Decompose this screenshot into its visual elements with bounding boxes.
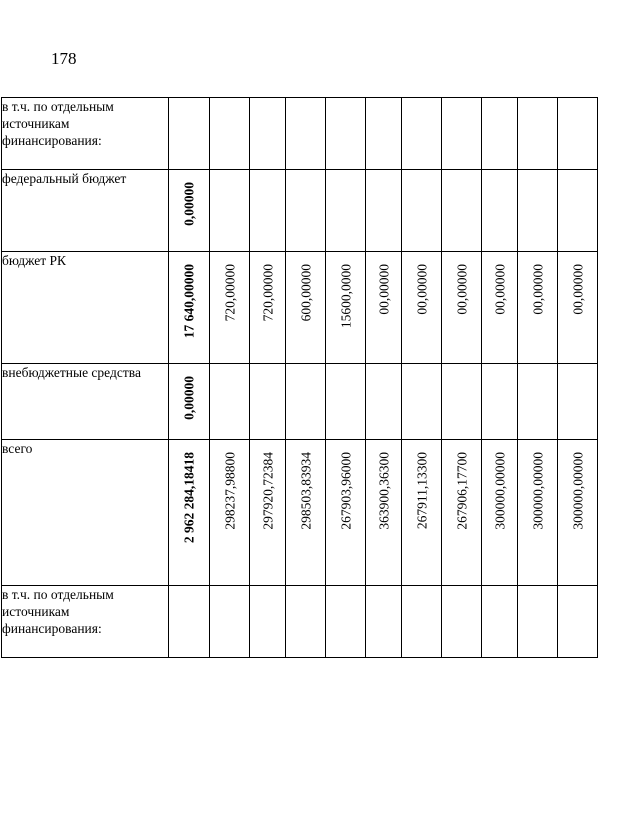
year-cell xyxy=(366,364,402,440)
page-number: 178 xyxy=(51,49,77,68)
year-value: 00,00000 xyxy=(569,264,585,315)
year-value: 00,00000 xyxy=(529,264,545,315)
year-value: 300000,00000 xyxy=(529,452,545,530)
year-cell xyxy=(250,170,286,252)
year-value: 300000,00000 xyxy=(569,452,585,530)
year-cell xyxy=(482,440,518,586)
year-cell xyxy=(326,98,366,170)
year-cell xyxy=(250,586,286,658)
row-label: всего xyxy=(2,440,169,586)
year-cell xyxy=(518,364,558,440)
year-cell xyxy=(482,364,518,440)
year-cell xyxy=(442,586,482,658)
row-label: федеральный бюджет xyxy=(2,170,169,252)
year-cell xyxy=(558,364,598,440)
year-cell xyxy=(402,364,442,440)
year-value: 363900,36300 xyxy=(375,452,391,530)
year-cell xyxy=(366,586,402,658)
year-cell xyxy=(286,364,326,440)
year-cell xyxy=(326,364,366,440)
year-cell xyxy=(366,170,402,252)
year-value: 267906,17700 xyxy=(453,452,469,530)
year-cell xyxy=(518,170,558,252)
year-cell xyxy=(366,440,402,586)
year-cell xyxy=(366,252,402,364)
year-cell xyxy=(402,170,442,252)
year-cell xyxy=(482,586,518,658)
year-cell xyxy=(402,252,442,364)
year-cell xyxy=(366,98,402,170)
row-label: бюджет РК xyxy=(2,252,169,364)
row-federal-budget xyxy=(2,170,598,252)
total-value: 0,00000 xyxy=(181,182,197,226)
year-value: 600,00000 xyxy=(297,264,313,322)
total-cell xyxy=(169,364,210,440)
year-cell xyxy=(558,98,598,170)
year-cell xyxy=(518,440,558,586)
year-cell xyxy=(250,252,286,364)
year-cell xyxy=(482,170,518,252)
row-rk-budget xyxy=(2,252,598,364)
year-cell xyxy=(402,98,442,170)
year-cell xyxy=(402,586,442,658)
year-cell xyxy=(286,586,326,658)
year-cell xyxy=(442,364,482,440)
total-value: 2 962 284,18418 xyxy=(181,452,197,544)
row-label: в т.ч. по отдельным источникам финансирования: xyxy=(2,586,169,658)
total-cell xyxy=(169,170,210,252)
year-value: 300000,00000 xyxy=(491,452,507,530)
year-cell xyxy=(286,440,326,586)
year-value: 298237,98800 xyxy=(221,452,237,530)
year-cell xyxy=(326,252,366,364)
year-cell xyxy=(442,170,482,252)
year-value: 297920,72384 xyxy=(259,452,275,530)
year-cell xyxy=(402,440,442,586)
year-value: 15600,0000 xyxy=(337,264,353,329)
year-cell xyxy=(250,364,286,440)
year-cell xyxy=(286,98,326,170)
year-cell xyxy=(442,252,482,364)
year-cell xyxy=(210,364,250,440)
total-cell xyxy=(169,440,210,586)
year-cell xyxy=(326,170,366,252)
year-cell xyxy=(210,440,250,586)
year-value: 00,00000 xyxy=(491,264,507,315)
row-total xyxy=(2,440,598,586)
year-cell xyxy=(518,252,558,364)
row-label: внебюджетные средства xyxy=(2,364,169,440)
year-cell xyxy=(326,440,366,586)
year-cell xyxy=(558,440,598,586)
year-value: 00,00000 xyxy=(375,264,391,315)
year-cell xyxy=(286,170,326,252)
year-cell xyxy=(442,98,482,170)
year-cell xyxy=(518,586,558,658)
year-cell xyxy=(210,170,250,252)
year-cell xyxy=(286,252,326,364)
year-value: 720,00000 xyxy=(221,264,237,322)
total-value: 0,00000 xyxy=(181,376,197,420)
year-cell xyxy=(326,586,366,658)
year-cell xyxy=(250,440,286,586)
year-cell xyxy=(558,170,598,252)
year-cell xyxy=(482,98,518,170)
total-cell xyxy=(169,586,210,658)
year-value: 267911,13300 xyxy=(413,452,429,530)
row-extrabudgetary xyxy=(2,364,598,440)
total-cell xyxy=(169,98,210,170)
total-value: 17 640,00000 xyxy=(181,264,197,339)
year-cell xyxy=(558,252,598,364)
total-cell xyxy=(169,252,210,364)
year-cell xyxy=(210,252,250,364)
year-cell xyxy=(210,586,250,658)
financing-table xyxy=(1,97,598,658)
year-value: 267903,96000 xyxy=(337,452,353,530)
year-cell xyxy=(482,252,518,364)
year-value: 298503,83934 xyxy=(297,452,313,530)
row-sources-header xyxy=(2,98,598,170)
year-value: 00,00000 xyxy=(453,264,469,315)
year-cell xyxy=(442,440,482,586)
year-cell xyxy=(558,586,598,658)
year-cell xyxy=(518,98,558,170)
year-cell xyxy=(210,98,250,170)
year-value: 720,00000 xyxy=(259,264,275,322)
row-label: в т.ч. по отдельным источникам финансирования: xyxy=(2,98,169,170)
year-value: 00,00000 xyxy=(413,264,429,315)
year-cell xyxy=(250,98,286,170)
row-sources-header-2 xyxy=(2,586,598,658)
